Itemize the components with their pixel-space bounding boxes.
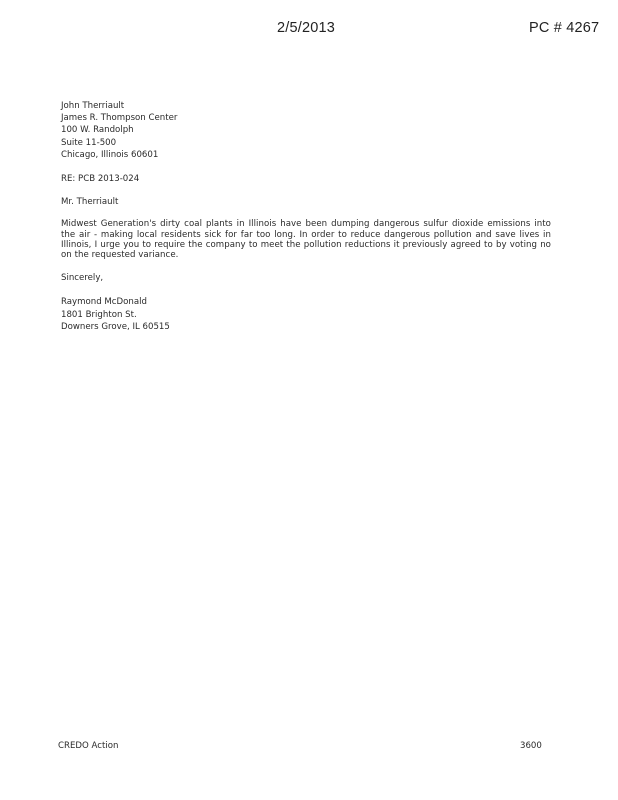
re-line: RE: PCB 2013-024 — [61, 174, 140, 185]
sender-city: Downers Grove, IL 60515 — [61, 321, 170, 332]
salutation: Mr. Therriault — [61, 197, 119, 208]
header-date: 2/5/2013 — [277, 20, 336, 36]
sender-name: Raymond McDonald — [61, 297, 147, 308]
recipient-address — [61, 100, 551, 161]
sender-street: 1801 Brighton St. — [61, 309, 137, 320]
header-pc-number: PC # 4267 — [529, 20, 600, 36]
recipient-building: James R. Thompson Center — [61, 113, 178, 124]
recipient-name: John Therriault — [61, 101, 125, 111]
recipient-suite: Suite 11-500 — [61, 137, 117, 148]
letter-paragraph: Midwest Generation's dirty coal plants in Illinois have been dumping dangerous sulfur dioxide emissions into the air - making local residents sick for far too long. In order to reduce dangerous pollution and save lives in Illinois, I urge you to require the company to meet the pollution reductions it previously agreed to by voting no on the requested variance. — [61, 219, 551, 261]
closing: Sincerely, — [61, 273, 104, 284]
recipient-street: 100 W. Randolph — [61, 125, 134, 136]
footer-source: CREDO Action — [58, 741, 119, 751]
footer-page-number: 3600 — [520, 741, 542, 751]
letter-body — [61, 100, 551, 333]
recipient-city: Chicago, Illinois 60601 — [61, 149, 159, 160]
sender-address — [61, 296, 551, 333]
